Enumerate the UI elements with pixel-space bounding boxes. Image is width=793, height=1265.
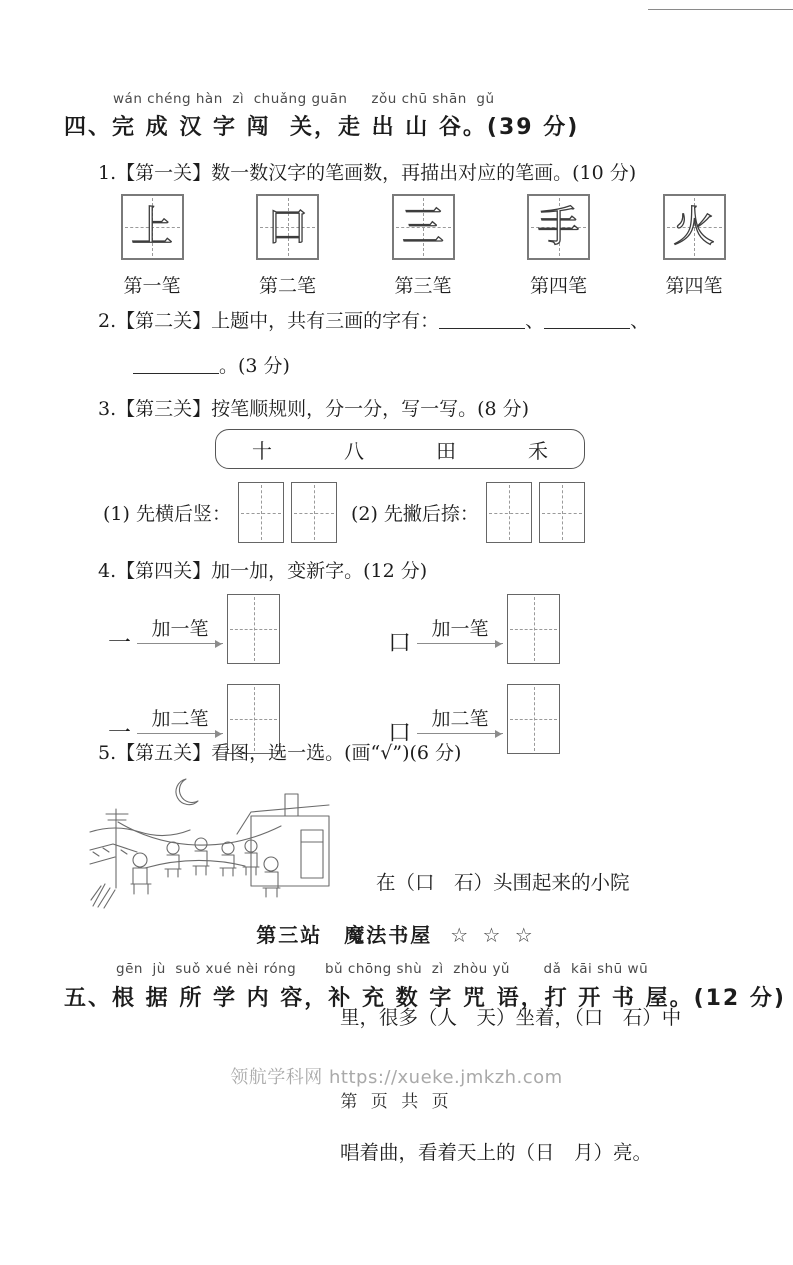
task5-passage xyxy=(340,770,681,1265)
answer-blank xyxy=(439,309,525,329)
bank-char: 禾 xyxy=(528,438,548,463)
moon-icon xyxy=(176,779,198,805)
trace-caption: 第四笔 xyxy=(529,275,587,297)
section5-pinyin: gēn jù suǒ xué nèi róng bǔ chōng shù zì zhòu yǔ dǎ kāi shū wū xyxy=(116,961,649,977)
arrow-stack xyxy=(417,704,503,734)
task3-sub2: (2) 先撇后捺： xyxy=(350,503,479,525)
arrow-icon xyxy=(417,643,503,644)
trace-box xyxy=(121,194,184,260)
trace-character: 三 xyxy=(401,202,444,251)
watermark-site-link: 领航学科网 https://xueke.jmkzh.com xyxy=(230,1067,563,1088)
page-corner-mark xyxy=(648,9,793,10)
task3-label: 3.【第三关】按笔顺规则，分一分，写一写。(8 分) xyxy=(98,398,530,420)
task3-sub1: (1) 先横后竖： xyxy=(103,503,231,525)
section4-title: 四、完 成 汉 字 闯 关，走 出 山 谷。(39 分) xyxy=(64,115,580,140)
arrow-stack xyxy=(417,614,503,644)
passage-line: 里，很多（人 天）坐着，（口 石）中 xyxy=(340,1006,682,1029)
operation-label: 加一笔 xyxy=(431,618,489,640)
base-character: 一 xyxy=(108,629,131,656)
trace-row xyxy=(112,194,734,298)
arrow-icon xyxy=(137,643,223,644)
station-header xyxy=(0,919,793,948)
trace-caption: 第四笔 xyxy=(665,275,723,297)
trace-box xyxy=(663,194,726,260)
star-icons: ☆ ☆ ☆ xyxy=(450,923,537,947)
trace-character: 火 xyxy=(672,202,715,251)
character-bank xyxy=(215,429,585,469)
arrow-icon xyxy=(417,733,503,734)
trace-box xyxy=(256,194,319,260)
separator: 、 xyxy=(525,310,545,332)
courtyard-illustration xyxy=(85,772,333,910)
trace-character: 上 xyxy=(130,202,173,251)
trace-character: 手 xyxy=(537,202,580,251)
write-box xyxy=(507,594,560,664)
trace-cell xyxy=(248,194,328,298)
task3-answers xyxy=(103,482,585,543)
add-stroke-group xyxy=(108,594,280,664)
task5-label: 5.【第五关】看图，选一选。(画“√”)(6 分) xyxy=(98,742,462,764)
operation-label: 加二笔 xyxy=(151,708,209,730)
trace-caption: 第三笔 xyxy=(394,275,452,297)
trace-cell xyxy=(112,194,192,298)
bank-char: 十 xyxy=(252,438,272,463)
task2-lead: 2.【第二关】上题中，共有三画的字有： xyxy=(98,310,440,332)
trace-box xyxy=(392,194,455,260)
task2-line1 xyxy=(98,306,649,333)
add-stroke-group xyxy=(388,594,560,664)
write-box xyxy=(486,482,532,543)
trace-cell xyxy=(654,194,734,298)
task2-tail: 。(3 分) xyxy=(219,355,290,377)
task4-label: 4.【第四关】加一加，变新字。(12 分) xyxy=(98,560,428,582)
answer-blank xyxy=(544,309,630,329)
trace-caption: 第二笔 xyxy=(258,275,316,297)
operation-label: 加二笔 xyxy=(431,708,489,730)
arrow-icon xyxy=(137,733,223,734)
station-title: 第三站 魔法书屋 xyxy=(256,923,433,947)
bank-char: 田 xyxy=(436,438,456,463)
trace-caption: 第一笔 xyxy=(123,275,181,297)
base-character: 口 xyxy=(388,719,411,746)
section4-pinyin: wán chéng hàn zì chuǎng guān zǒu chū shān gǔ xyxy=(113,91,495,107)
write-box xyxy=(227,594,280,664)
write-box xyxy=(291,482,337,543)
task1-label: 1.【第一关】数一数汉字的笔画数，再描出对应的笔画。(10 分) xyxy=(98,162,637,184)
bank-char: 八 xyxy=(344,438,364,463)
arrow-stack xyxy=(137,704,223,734)
passage-text: 在（口 石）头围起来的小院 xyxy=(376,871,630,894)
section5-title: 五、根 据 所 学 内 容，补 充 数 字 咒 语，打 开 书 屋。(12 分) xyxy=(64,986,786,1011)
write-box xyxy=(507,684,560,754)
trace-cell xyxy=(383,194,463,298)
base-character: 口 xyxy=(388,629,411,656)
passage-line: 唱着曲，看着天上的（日 月）亮。 xyxy=(340,1141,653,1164)
base-character: 一 xyxy=(108,719,131,746)
operation-label: 加一笔 xyxy=(151,618,209,640)
trace-box xyxy=(527,194,590,260)
page-number-footer: 第 页 共 页 xyxy=(340,1092,453,1112)
answer-blank xyxy=(133,354,219,374)
task2-line2 xyxy=(133,351,290,378)
passage-line xyxy=(340,860,681,905)
trace-cell xyxy=(519,194,599,298)
trace-character: 口 xyxy=(266,202,309,251)
separator: 、 xyxy=(630,310,650,332)
write-box xyxy=(238,482,284,543)
write-box xyxy=(539,482,585,543)
arrow-stack xyxy=(137,614,223,644)
